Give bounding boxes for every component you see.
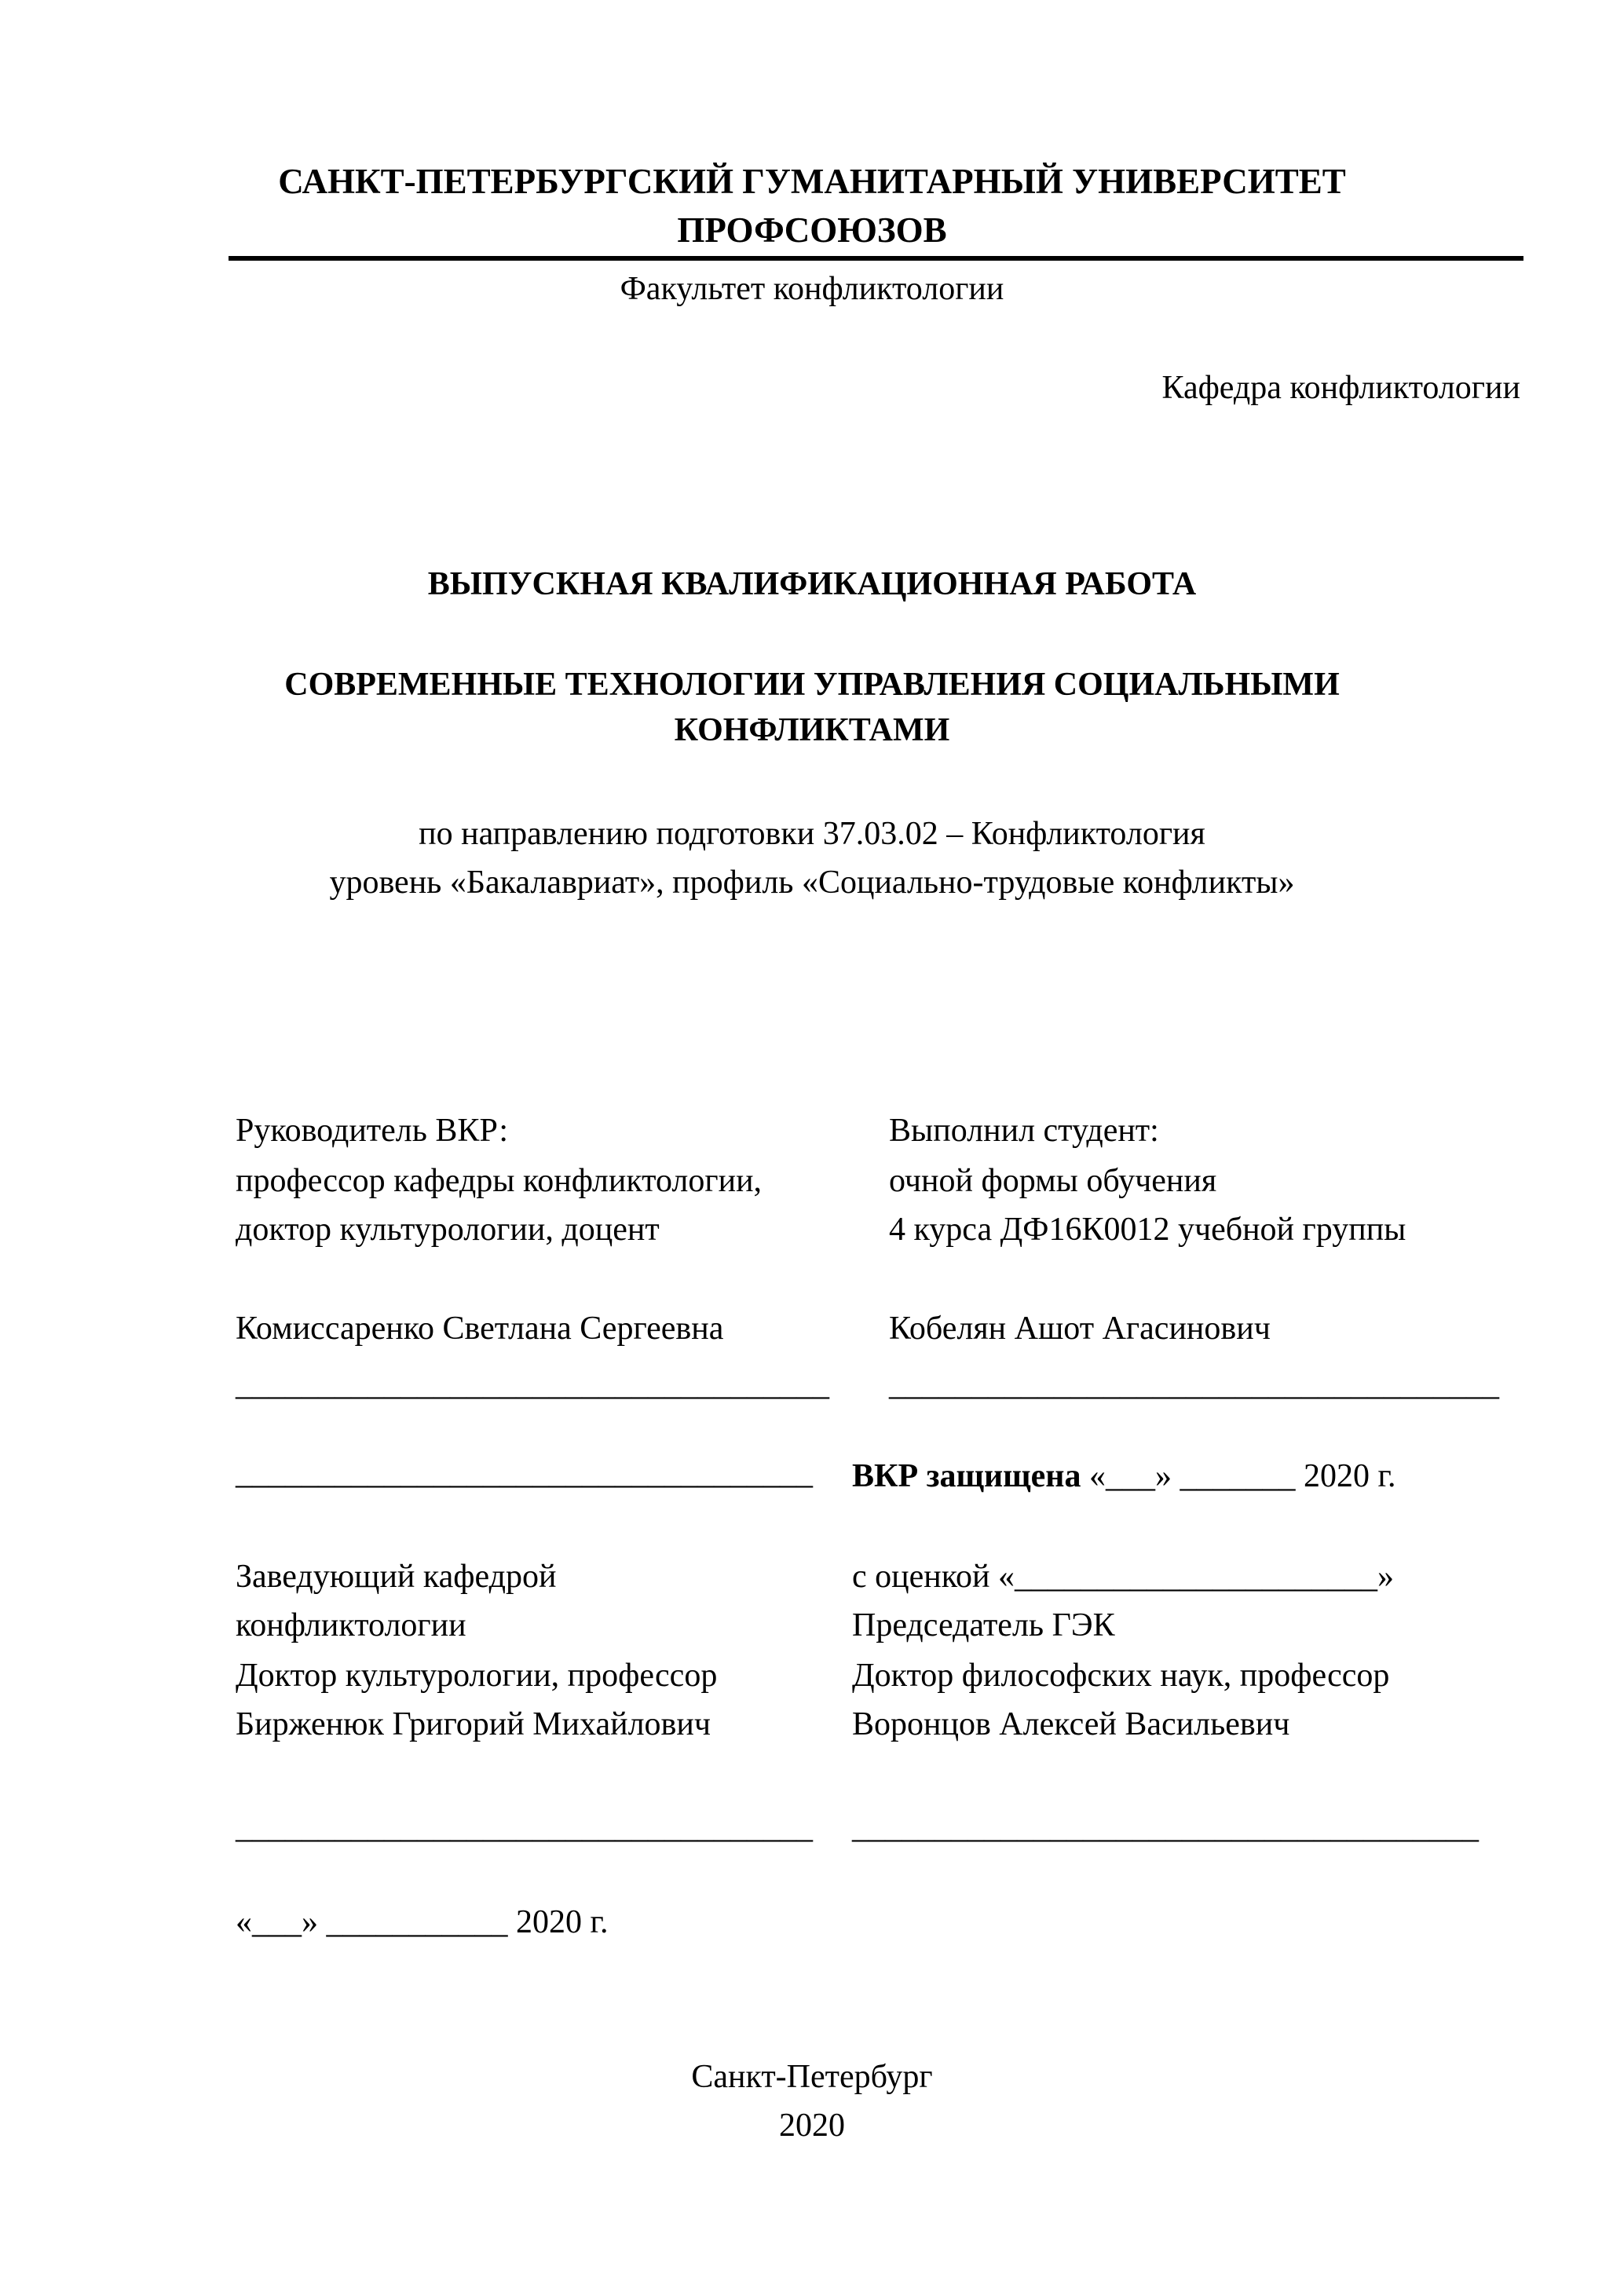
supervisor-position-2: доктор культурологии, доцент [236,1212,660,1248]
student-group: 4 курса ДФ16К0012 учебной группы [889,1212,1406,1248]
work-type: ВЫПУСКНАЯ КВАЛИФИКАЦИОННАЯ РАБОТА [427,566,1197,602]
faculty: Факультет конфликтологии [620,271,1004,307]
defense-date [852,1457,1395,1496]
chair-degree: Доктор философских наук, профессор [852,1658,1390,1694]
supervisor-signature-line: ____________________________________ [236,1366,829,1402]
chair-label: Председатель ГЭК [852,1607,1115,1643]
chair-name: Воронцов Алексей Васильевич [852,1706,1290,1742]
grade: с оценкой «______________________» [852,1559,1394,1595]
head-signature-line: ___________________________________ [236,1809,813,1845]
head-label-1: Заведующий кафедрой [236,1559,557,1595]
topic-line1: СОВРЕМЕННЫЕ ТЕХНОЛОГИИ УПРАВЛЕНИЯ СОЦИАЛЬНЫМИ [284,667,1340,703]
topic-line2: КОНФЛИКТАМИ [674,712,950,748]
head-signature-date: «___» ___________ 2020 г. [236,1904,609,1940]
university-name-line1: САНКТ-ПЕТЕРБУРГСКИЙ ГУМАНИТАРНЫЙ УНИВЕРСИТЕТ [278,162,1346,201]
direction-line2: уровень «Бакалавриат», профиль «Социально-трудовые конфликты» [329,865,1295,901]
head-degree: Доктор культурологии, профессор [236,1658,718,1694]
supervisor-label: Руководитель ВКР: [236,1113,509,1149]
student-form: очной формы обучения [889,1163,1217,1199]
signature-line: ___________________________________ [236,1455,813,1491]
department: Кафедра конфликтологии [1161,370,1520,406]
student-signature-line: _____________________________________ [889,1366,1499,1402]
defense-date-blank: «___» _______ 2020 г. [1081,1458,1396,1494]
defense-label: ВКР защищена [852,1458,1081,1494]
chair-signature-line: ______________________________________ [852,1809,1479,1845]
direction-line1: по направлению подготовки 37.03.02 – Конфликтология [419,816,1205,852]
student-label: Выполнил студент: [889,1113,1159,1149]
student-name: Кобелян Ашот Агасинович [889,1311,1271,1347]
supervisor-position-1: профессор кафедры конфликтологии, [236,1163,763,1199]
year: 2020 [779,2108,845,2144]
head-label-2: конфликтологии [236,1607,466,1643]
head-name: Бирженюк Григорий Михайлович [236,1706,711,1742]
header-divider [229,256,1523,261]
city: Санкт-Петербург [691,2059,933,2095]
university-name-line2: ПРОФСОЮЗОВ [677,210,947,250]
supervisor-name: Комиссаренко Светлана Сергеевна [236,1311,724,1347]
